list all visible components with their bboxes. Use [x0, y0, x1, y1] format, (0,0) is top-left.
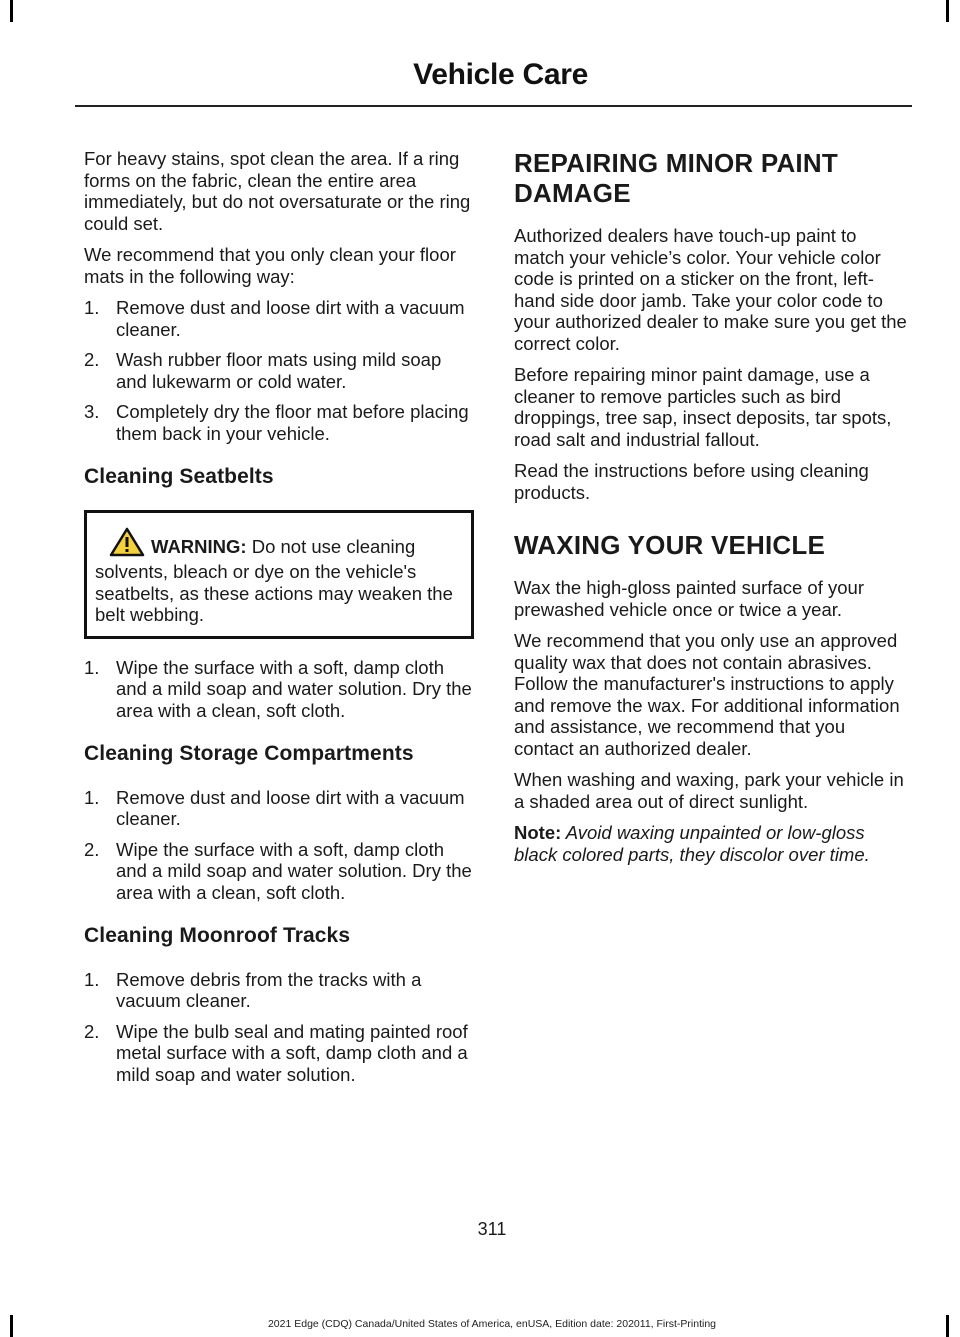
warning-box: [84, 510, 474, 639]
crop-mark-top-left: [10, 0, 13, 22]
seatbelts-heading: Cleaning Seatbelts: [84, 465, 274, 488]
page-header-title: Vehicle Care: [413, 58, 588, 91]
list-item: 1. Remove dust and loose dirt with a vacuum cleaner.: [84, 786, 465, 829]
left-column: [84, 148, 474, 1095]
warning-triangle-icon: [109, 527, 145, 562]
intro-paragraph: For heavy stains, spot clean the area. If a ring forms on the fabric, clean the entire area immediately, but do not oversaturate or the ring could set.: [84, 148, 471, 234]
list-item: 1. Wipe the surface with a soft, damp cloth and a mild soap and water solution. Dry the area with a clean, soft cloth.: [84, 656, 472, 721]
page-number: 311: [477, 1219, 507, 1239]
warning-text: Do not use cleaning solvents, bleach or dye on the vehicle's seatbelts, as these actions may weaken the belt webbing.: [95, 535, 453, 625]
note-paragraph: [514, 822, 909, 865]
floor-mats-steps: [84, 297, 474, 444]
storage-heading: Cleaning Storage Compartments: [84, 742, 414, 765]
paint-paragraph-2: Before repairing minor paint damage, use a cleaner to remove particles such as bird droppings, tree sap, insect deposits, tar spots, road salt and industrial fallout.: [514, 364, 892, 450]
wax-paragraph-3: When washing and waxing, park your vehicle in a shaded area out of direct sunlight.: [514, 769, 904, 812]
note-label: Note:: [514, 822, 562, 843]
warning-label: WARNING:: [151, 535, 247, 557]
header-rule: [75, 105, 912, 107]
moonroof-steps: [84, 969, 474, 1086]
wax-paragraph-1: Wax the high-gloss painted surface of your prewashed vehicle once or twice a year.: [514, 577, 864, 620]
right-column: [514, 148, 909, 875]
paint-paragraph-3: Read the instructions before using cleaning products.: [514, 460, 869, 503]
list-item: 2. Wipe the surface with a soft, damp cloth and a mild soap and water solution. Dry the area with a clean, soft cloth.: [84, 838, 472, 903]
list-item: 3. Completely dry the floor mat before placing them back in your vehicle.: [84, 401, 469, 444]
moonroof-heading: Cleaning Moonroof Tracks: [84, 924, 351, 947]
seatbelts-steps: [84, 657, 474, 722]
wax-paragraph-2: We recommend that you only use an approved quality wax that does not contain abrasives. Follow the manufacturer's instructions to apply and remove the wax. For additional information and assistance, we recommend that you contact an authorized dealer.: [514, 630, 900, 759]
list-item: 2. Wipe the bulb seal and mating painted roof metal surface with a soft, damp cloth and a mild soap and water solution.: [84, 1020, 468, 1085]
paint-paragraph-1: Authorized dealers have touch-up paint to match your vehicle’s color. Your vehicle color code is printed on a sticker on the front, left-hand side door jamb. Take your color code to your authorized dealer to make sure you get the correct color.: [514, 225, 907, 354]
paint-heading: REPAIRING MINOR PAINT DAMAGE: [514, 148, 838, 208]
list-item: 1. Remove debris from the tracks with a vacuum cleaner.: [84, 968, 422, 1011]
list-item: 2. Wash rubber floor mats using mild soap and lukewarm or cold water.: [84, 349, 442, 392]
note-text: Avoid waxing unpainted or low-gloss black colored parts, they discolor over time.: [514, 822, 870, 865]
storage-steps: [84, 787, 474, 904]
edition-footer: 2021 Edge (CDQ) Canada/United States of America, enUSA, Edition date: 202011, First-Printing: [267, 1318, 717, 1330]
crop-mark-top-right: [946, 0, 949, 22]
floor-mats-intro: We recommend that you only clean your floor mats in the following way:: [84, 244, 456, 287]
list-item: 1. Remove dust and loose dirt with a vacuum cleaner.: [84, 297, 465, 340]
waxing-heading: WAXING YOUR VEHICLE: [514, 530, 826, 560]
